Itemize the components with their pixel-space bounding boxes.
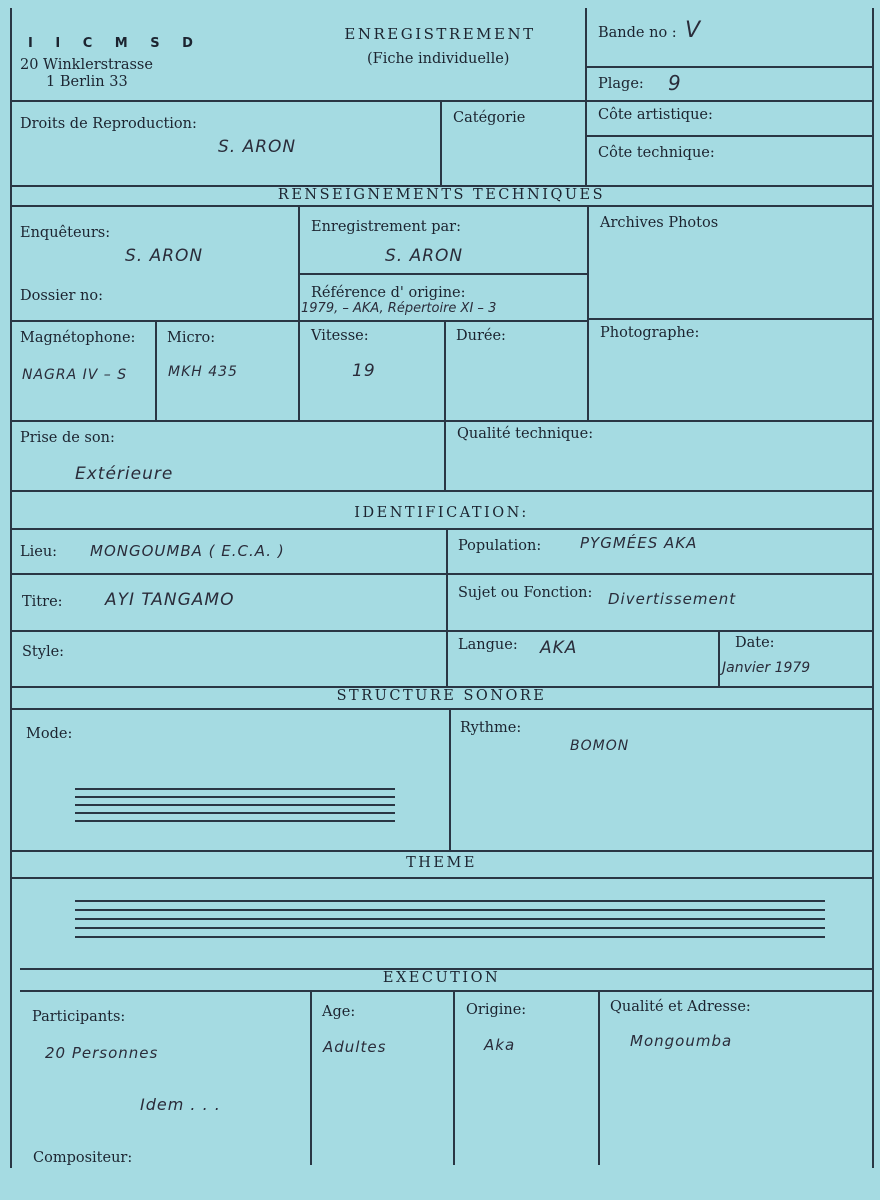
mode-line-5 <box>75 820 395 822</box>
theme-line-1 <box>75 900 825 902</box>
plage-value: 9 <box>668 71 682 95</box>
rule-theme-header <box>10 877 873 879</box>
org-name: I I C M S D <box>28 36 202 51</box>
origine-label: Origine: <box>466 1002 527 1018</box>
rule-ident-mid <box>446 528 448 686</box>
micro-label: Micro: <box>167 330 216 346</box>
rule-header-right <box>585 8 587 185</box>
theme-line-2 <box>75 909 825 911</box>
reference-value: 1979, – AKA, Répertoire XI – 3 <box>301 301 497 316</box>
rule-age <box>310 990 312 1165</box>
section-technique: RENSEIGNEMENTS TECHNIQUES <box>277 187 606 203</box>
titre-label: Titre: <box>22 594 63 610</box>
rule-prise-top <box>10 420 873 422</box>
rule-archives <box>587 205 589 420</box>
mode-line-3 <box>75 804 395 806</box>
rythme-value: BOMON <box>570 738 630 754</box>
org-city: 1 Berlin 33 <box>46 74 128 90</box>
rule-ref <box>298 273 588 275</box>
date-value: Janvier 1979 <box>722 660 811 676</box>
age-label: Age: <box>322 1004 356 1020</box>
rule-cote <box>585 135 873 137</box>
lieu-label: Lieu: <box>20 544 58 560</box>
compositeur-label: Compositeur: <box>33 1150 133 1166</box>
langue-label: Langue: <box>458 637 518 653</box>
card-title: ENREGISTREMENT <box>344 25 536 43</box>
prise-value: Extérieure <box>75 464 174 484</box>
rule-theme-top <box>10 850 873 852</box>
participants-value-2: Idem . . . <box>140 1095 221 1114</box>
mode-line-1 <box>75 788 395 790</box>
rule-right <box>872 8 874 1168</box>
sujet-label: Sujet ou Fonction: <box>458 585 593 601</box>
categorie-label: Catégorie <box>453 110 526 126</box>
enregistrement-value: S. ARON <box>385 246 464 266</box>
lieu-value: MONGOUMBA ( E.C.A. ) <box>90 542 285 560</box>
droits-label: Droits de Reproduction: <box>20 116 197 132</box>
dossier-label: Dossier no: <box>20 288 103 304</box>
card-subtitle: (Fiche individuelle) <box>367 51 510 67</box>
org-street: 20 Winklerstrasse <box>20 57 153 73</box>
rythme-label: Rythme: <box>460 720 522 736</box>
population-label: Population: <box>458 538 542 554</box>
rule-date <box>718 630 720 686</box>
rule-origine <box>453 990 455 1165</box>
rule-photo-top <box>587 318 873 320</box>
photographe-label: Photographe: <box>600 325 700 341</box>
titre-value: AYI TANGAMO <box>105 590 235 610</box>
rule-left <box>10 8 12 1168</box>
rule-magneto-top <box>10 320 588 322</box>
rule-struct-header <box>10 708 873 710</box>
enqueteurs-value: S. ARON <box>125 246 204 266</box>
cote-artistique-label: Côte artistique: <box>598 107 713 123</box>
sujet-value: Divertissement <box>608 590 737 608</box>
enqueteurs-label: Enquêteurs: <box>20 225 111 241</box>
qualite-technique-label: Qualité technique: <box>457 426 594 442</box>
plage-label: Plage: <box>598 76 644 92</box>
rule-ident-top <box>10 490 873 492</box>
rule-exec-header <box>20 990 873 992</box>
origine-value: Aka <box>484 1036 516 1054</box>
prise-label: Prise de son: <box>20 430 115 446</box>
bande-value: V <box>685 18 702 43</box>
population-value: PYGMÉES AKA <box>580 534 698 552</box>
vitesse-label: Vitesse: <box>311 328 369 344</box>
section-theme: THEME <box>406 855 477 871</box>
magneto-value: NAGRA IV – S <box>22 367 128 383</box>
rule-titre-top <box>10 573 873 575</box>
cote-technique-label: Côte technique: <box>598 145 715 161</box>
section-identification: IDENTIFICATION: <box>354 505 529 521</box>
reference-label: Référence d' origine: <box>311 285 466 301</box>
theme-line-4 <box>75 927 825 929</box>
theme-line-3 <box>75 918 825 920</box>
magneto-label: Magnétophone: <box>20 330 136 346</box>
enregistrement-label: Enregistrement par: <box>311 219 461 235</box>
duree-label: Durée: <box>456 328 506 344</box>
mode-label: Mode: <box>26 726 73 742</box>
rule-tech-header <box>10 205 873 207</box>
section-structure: STRUCTURE SONORE <box>336 688 547 704</box>
droits-value: S. ARON <box>218 137 297 157</box>
micro-value: MKH 435 <box>168 364 238 380</box>
vitesse-value: 19 <box>352 361 376 381</box>
langue-value: AKA <box>540 638 578 658</box>
rule-categorie <box>440 100 442 185</box>
participants-label: Participants: <box>32 1009 126 1025</box>
qualite-adresse-label: Qualité et Adresse: <box>610 999 751 1015</box>
section-execution: EXECUTION <box>382 970 501 986</box>
mode-line-2 <box>75 796 395 798</box>
rule-style-top <box>10 630 873 632</box>
age-value: Adultes <box>323 1038 387 1056</box>
mode-line-4 <box>75 812 395 814</box>
rule-qualite <box>598 990 600 1165</box>
rule-micro <box>155 320 157 420</box>
participants-value: 20 Personnes <box>45 1044 159 1062</box>
archives-label: Archives Photos <box>600 215 719 231</box>
rule-ident-header <box>10 528 873 530</box>
rule-header-bottom <box>10 100 873 102</box>
rule-rythme <box>449 708 451 850</box>
rule-duree <box>444 320 446 490</box>
theme-line-5 <box>75 936 825 938</box>
bande-label: Bande no : <box>598 25 677 41</box>
qualite-adresse-value: Mongoumba <box>630 1032 733 1050</box>
style-label: Style: <box>22 644 65 660</box>
rule-bande <box>585 66 873 68</box>
rule-enq <box>298 205 300 420</box>
date-label: Date: <box>735 635 775 651</box>
